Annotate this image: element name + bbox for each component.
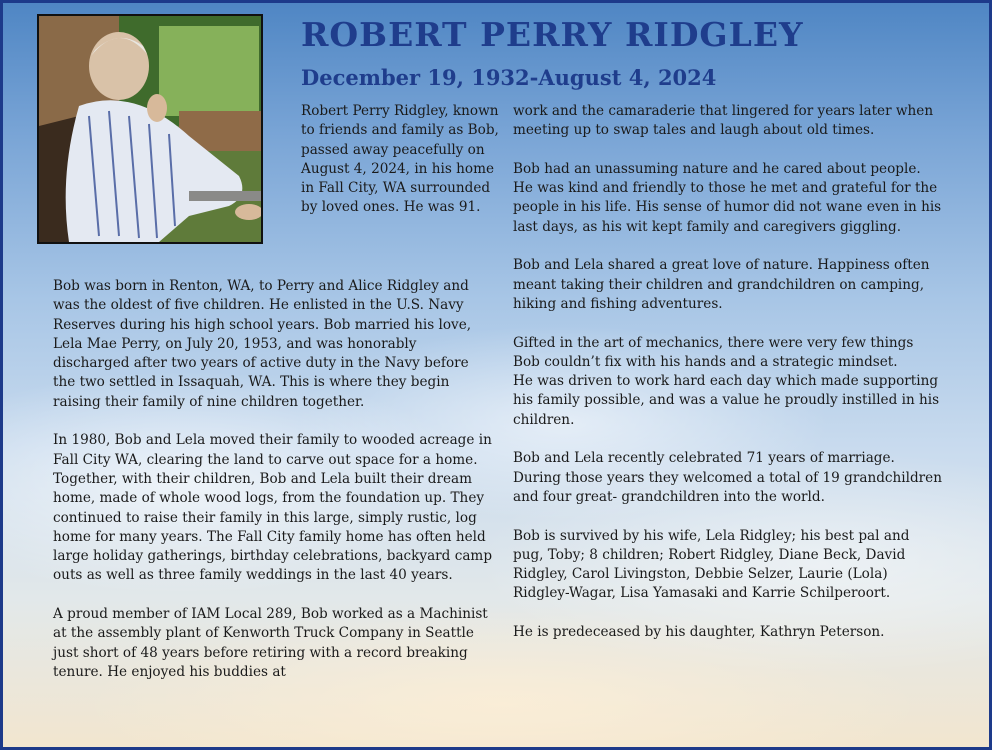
deceased-name: ROBERT PERRY RIDGLEY [301,15,804,54]
intro-paragraph: Robert Perry Ridgley, known to friends and family as Bob, passed away peacefully on August 4, 2024, in his home in Fall City, WA surrounded by loved ones. He was 91. [301,103,499,216]
paragraph-career: A proud member of IAM Local 289, Bob worked as a Machinist at the assembly plant of Kenworth Truck Company in Seattle just short of 48 years before retiring with a record breaking tenure. He enjoyed his buddies at [53,606,488,680]
portrait-photo-icon [39,16,261,242]
paragraph-predeceased: He is predeceased by his daughter, Kathryn Peterson. [513,624,885,641]
paragraph-marriage: Bob and Lela recently celebrated 71 years of marriage. During those years they welcomed a total of 19 grandchildren and four great- grandchildren into the world. [513,450,942,505]
paragraph-early-life: Bob was born in Renton, WA, to Perry and Alice Ridgley and was the oldest of five children. He enlisted in the U.S. Navy Reserves during his high school years. Bob married his love, Lela Mae Perry, on July 20, 1953, and was honorably discharged after two years of active duty in the Navy before the two settled in Issaquah, WA. This is where they begin raising their family of nine children together. [53,278,472,410]
portrait-photo [37,14,263,244]
paragraph-fall-city-home: In 1980, Bob and Lela moved their family to wooded acreage in Fall City WA, clearing the land to carve out space for a home. Together, with their children, Bob and Lela built their dream home, made of whole wood logs, from the foundation up. They continued to raise their family in this large, simply rustic, log home for many years. The Fall City family home has often held large holiday gatherings, birthday celebrations, backyard camp outs as well as three family weddings in the last 40 years. [53,432,493,584]
paragraph-work-ethic: He was driven to work hard each day which made supporting his family possible, and was a value he proudly instilled in his children. [513,373,940,428]
left-column [53,277,493,682]
paragraph-nature: Bob and Lela shared a great love of nature. Happiness often meant taking their children and grandchildren on camping, hiking and fishing adventures. [513,257,930,312]
paragraph-mechanics: Gifted in the art of mechanics, there were very few things Bob couldn’t fix with his hands and a strategic mindset. [513,334,914,370]
life-dates: December 19, 1932-August 4, 2024 [301,65,717,90]
paragraph-survivors: Bob is survived by his wife, Lela Ridgley; his best pal and pug, Toby; 8 children; Robert Ridgley, Diane Beck, David Ridgley, Carol Livingston, Debbie Selzer, Laurie (Lola) Ridgley-Wagar, Lisa Yamasaki and Karrie Schilperoort. [513,527,910,602]
right-column [513,102,943,642]
paragraph-character: Bob had an unassuming nature and he cared about people. He was kind and friendly to those he met and grateful for the people in his life. His sense of humor did not wane even in his last days, as his wit kept family and caregivers giggling. [513,160,942,235]
paragraph-career-continued: work and the camaraderie that lingered for years later when meeting up to swap tales and laugh about old times. [513,103,934,139]
